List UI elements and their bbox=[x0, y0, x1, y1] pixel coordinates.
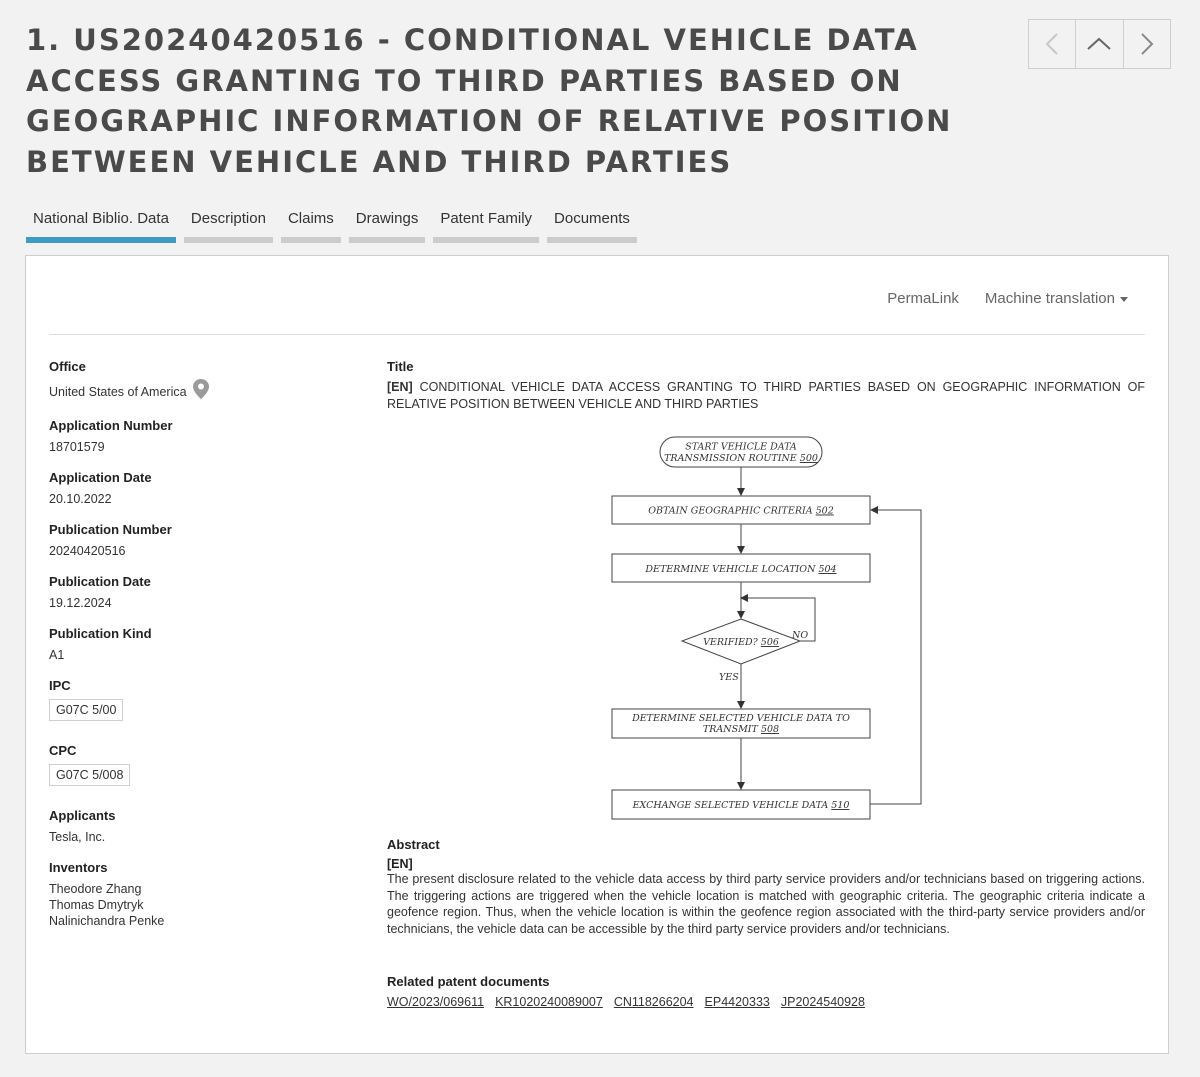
caret-down-icon bbox=[1120, 297, 1128, 302]
inventor-name: Nalinichandra Penke bbox=[49, 914, 165, 928]
page-title: 1. US20240420516 - CONDITIONAL VEHICLE DATA ACCESS GRANTING TO THIRD PARTIES BASED ON GEOGRAPHIC INFORMATION OF RELATIVE POSITION BETWEEN VEHICLE AND THIRD PARTIES bbox=[26, 23, 953, 179]
flowchart-no-label: NO bbox=[792, 630, 809, 641]
biblio-panel bbox=[25, 255, 1169, 1054]
ipc-field bbox=[49, 678, 349, 743]
application-date-value: 20.10.2022 bbox=[49, 492, 112, 506]
applicants-label: Applicants bbox=[49, 808, 116, 823]
tab-documents[interactable]: Documents bbox=[547, 206, 637, 243]
publication-number-value: 20240420516 bbox=[49, 544, 126, 558]
tab-claims[interactable]: Claims bbox=[281, 206, 341, 243]
flowchart-yes-label: YES bbox=[719, 672, 739, 683]
biblio-fields bbox=[49, 359, 349, 929]
application-date-label: Application Date bbox=[49, 470, 152, 485]
main-content bbox=[387, 359, 1145, 1009]
chevron-right-icon bbox=[1140, 32, 1154, 56]
related-document-link[interactable]: EP4420333 bbox=[704, 995, 770, 1009]
chevron-left-icon bbox=[1045, 32, 1059, 56]
representative-drawing[interactable] bbox=[610, 431, 922, 823]
machine-translation-label: Machine translation bbox=[984, 290, 1115, 307]
cpc-field bbox=[49, 743, 349, 808]
application-number-value: 18701579 bbox=[49, 440, 105, 454]
abstract-section bbox=[387, 837, 1145, 937]
divider bbox=[49, 334, 1145, 335]
related-documents-list bbox=[387, 995, 1145, 1009]
svg-text:OBTAIN GEOGRAPHIC CRITERIA 502: OBTAIN GEOGRAPHIC CRITERIA 502 bbox=[648, 505, 834, 517]
back-to-results-button[interactable] bbox=[1076, 20, 1123, 68]
next-result-button[interactable] bbox=[1124, 20, 1170, 68]
related-document-link[interactable]: KR1020240089007 bbox=[495, 995, 603, 1009]
publication-date-value: 19.12.2024 bbox=[49, 596, 112, 610]
tab-patent-family[interactable]: Patent Family bbox=[433, 206, 539, 243]
related-document-link[interactable]: CN118266204 bbox=[613, 995, 694, 1009]
publication-date-field bbox=[49, 574, 349, 626]
result-navigation bbox=[1028, 19, 1171, 69]
svg-text:TRANSMIT 508: TRANSMIT 508 bbox=[702, 724, 780, 735]
inventors-label: Inventors bbox=[49, 860, 108, 875]
abstract-label: Abstract bbox=[387, 837, 440, 852]
permalink-link[interactable]: PermaLink bbox=[887, 290, 959, 307]
inventors-field bbox=[49, 860, 349, 929]
map-pin-icon[interactable] bbox=[193, 379, 209, 399]
abstract-lang: [EN] bbox=[387, 857, 413, 871]
office-label: Office bbox=[49, 359, 86, 374]
related-label: Related patent documents bbox=[387, 974, 550, 989]
application-number-label: Application Number bbox=[49, 418, 173, 433]
applicants-field bbox=[49, 808, 349, 860]
related-document-link[interactable]: WO/2023/069611 bbox=[387, 995, 485, 1009]
publication-date-label: Publication Date bbox=[49, 574, 151, 589]
title-label: Title bbox=[387, 359, 414, 374]
cpc-label: CPC bbox=[49, 743, 77, 758]
svg-text:DETERMINE VEHICLE LOCATION 504: DETERMINE VEHICLE LOCATION 504 bbox=[645, 564, 837, 575]
tab-drawings[interactable]: Drawings bbox=[349, 206, 426, 243]
svg-text:VERIFIED? 506: VERIFIED? 506 bbox=[703, 637, 779, 648]
panel-toolbar bbox=[887, 290, 1128, 307]
publication-number-label: Publication Number bbox=[49, 522, 172, 537]
application-number-field bbox=[49, 418, 349, 470]
flowchart-start-line1: START VEHICLE DATA bbox=[685, 441, 797, 453]
title-text-block bbox=[387, 379, 1145, 412]
flowchart-start-line2: TRANSMISSION ROUTINE 500 bbox=[664, 453, 818, 464]
related-documents-section bbox=[387, 974, 1145, 1009]
tab-bar bbox=[26, 206, 637, 243]
tab-description[interactable]: Description bbox=[184, 206, 273, 243]
chevron-up-icon bbox=[1086, 37, 1112, 51]
publication-kind-label: Publication Kind bbox=[49, 626, 152, 641]
publication-kind-field bbox=[49, 626, 349, 678]
inventor-name: Theodore Zhang bbox=[49, 882, 142, 896]
svg-text:EXCHANGE SELECTED VEHICLE DATA: EXCHANGE SELECTED VEHICLE DATA 510 bbox=[632, 800, 850, 811]
svg-text:DETERMINE SELECTED VEHICLE DAT: DETERMINE SELECTED VEHICLE DATA TO bbox=[632, 713, 850, 724]
abstract-text: The present disclosure related to the vehicle data access by third party service providers and/or technicians based on triggering actions. The triggering actions are triggered when the vehicle location is matched with geographic criteria. The geographic criteria indicate a geofence region. Thus, when the vehicle location is within the geofence region associated with the third-party service providers and/or technicians, the vehicle data can be accessible by the third party service providers and/or technicians. bbox=[387, 872, 1145, 936]
publication-kind-value: A1 bbox=[49, 648, 65, 662]
ipc-code[interactable]: G07C 5/00 bbox=[49, 699, 123, 721]
flowchart-return-loop bbox=[870, 510, 921, 804]
publication-number-field bbox=[49, 522, 349, 574]
inventor-name: Thomas Dmytryk bbox=[49, 898, 144, 912]
machine-translation-dropdown[interactable] bbox=[985, 290, 1128, 307]
tab-national-biblio-data[interactable]: National Biblio. Data bbox=[26, 206, 176, 243]
previous-result-button[interactable] bbox=[1029, 20, 1076, 68]
office-field bbox=[49, 359, 349, 418]
cpc-code[interactable]: G07C 5/008 bbox=[49, 764, 130, 786]
related-document-link[interactable]: JP2024540928 bbox=[780, 995, 865, 1009]
title-text: CONDITIONAL VEHICLE DATA ACCESS GRANTING TO THIRD PARTIES BASED ON GEOGRAPHIC INFORMATION OF RELATIVE POSITION BETWEEN VEHICLE AND THIRD PARTIES bbox=[387, 380, 1145, 411]
application-date-field bbox=[49, 470, 349, 522]
applicants-value: Tesla, Inc. bbox=[49, 830, 106, 844]
ipc-label: IPC bbox=[49, 678, 71, 693]
title-lang: [EN] bbox=[387, 380, 413, 394]
office-value: United States of America bbox=[49, 385, 187, 399]
